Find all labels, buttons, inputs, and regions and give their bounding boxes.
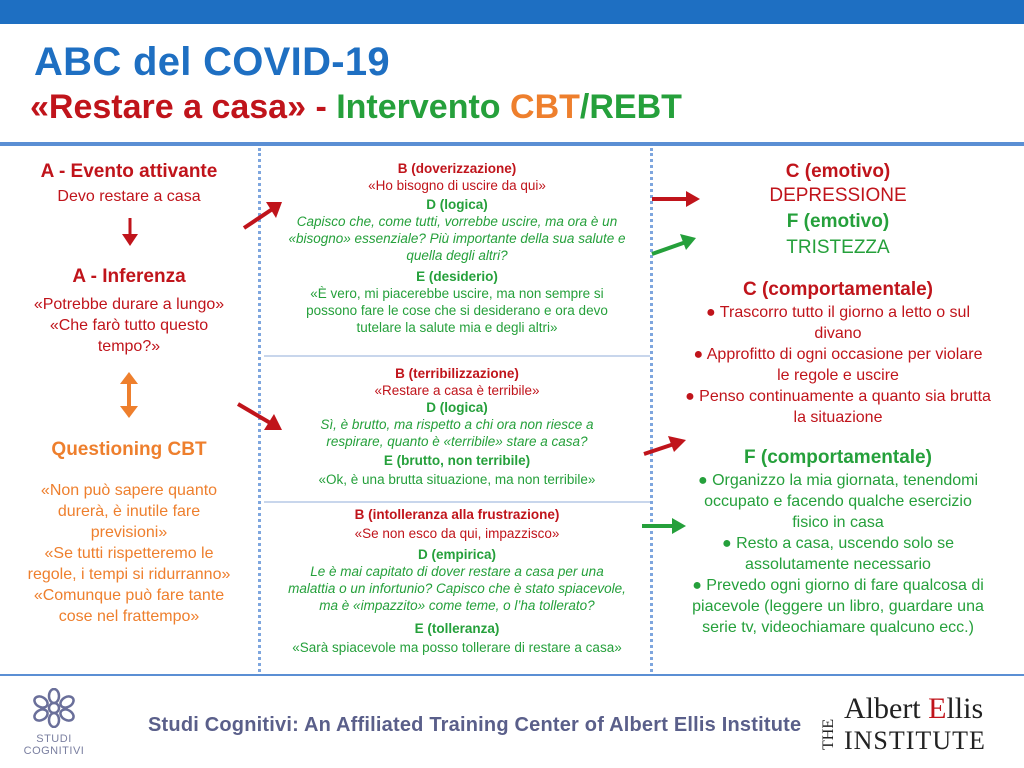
d-empirica-line: ma è «impazzito» come teme, o l’ha tollerato?	[319, 598, 595, 613]
c-comp-line: la situazione	[793, 409, 883, 426]
footer-text: Studi Cognitivi: An Affiliated Training Center of Albert Ellis Institute	[148, 714, 802, 736]
down-arrow-icon	[120, 218, 140, 248]
logo-left-line2: COGNITIVI	[23, 745, 85, 757]
questioning-line: durerà, è inutile fare	[57, 503, 201, 520]
questioning-line: «Se tutti rispetteremo le	[44, 545, 214, 562]
logo-institute: INSTITUTE	[844, 726, 986, 755]
d-empirica-title: D (empirica)	[417, 547, 497, 562]
inferenza-line: «Che farò tutto questo	[49, 317, 209, 334]
f-comp-line: ● Organizzo la mia giornata, tenendomi	[697, 472, 979, 489]
inferenza-line: tempo?»	[97, 338, 161, 355]
e-desiderio-line: possono fare le cose che si desiderano e ora devo	[306, 303, 608, 318]
c-emotivo-value: DEPRESSIONE	[769, 185, 907, 206]
flower-logo-icon	[32, 688, 76, 728]
f-comportamentale-text	[652, 470, 1024, 638]
f-comp-line: ● Resto a casa, uscendo solo se	[721, 535, 954, 552]
c-comp-line: ● Approfitto di ogni occasione per violare	[693, 346, 983, 363]
f-emotivo-value: TRISTEZZA	[786, 237, 890, 258]
subtitle-part-1: «Restare a casa» -	[30, 88, 337, 126]
inferenza-text	[0, 294, 258, 357]
page-title: ABC del COVID-19	[34, 40, 390, 84]
c-comp-line: ● Penso continuamente a quanto sia brutta	[685, 388, 991, 405]
f-emotivo-title: F (emotivo)	[786, 211, 890, 232]
questioning-title: Questioning CBT	[51, 439, 207, 460]
b-terribilizzazione-title: B (terribilizzazione)	[395, 366, 519, 381]
d-empirica-line: malattia o un infortunio? Capisco che è stato spiacevole,	[288, 581, 626, 596]
section-intolleranza	[262, 506, 652, 656]
header-divider	[0, 142, 1024, 146]
double-arrow-icon	[119, 372, 139, 418]
inferenza-title: A - Inferenza	[72, 266, 186, 287]
questioning-line: cose nel frattempo»	[58, 608, 200, 625]
subtitle-part-4: /REBT	[579, 88, 682, 126]
b-terribilizzazione-quote: «Restare a casa è terribile»	[374, 383, 540, 398]
subtitle-part-2: Intervento	[336, 88, 511, 126]
f-comp-line: assolutamente necessario	[745, 556, 931, 573]
b-intolleranza-quote: «Se non esco da qui, impazzisco»	[354, 526, 560, 541]
f-comp-line: piacevole (leggere un libro, guardare una	[692, 598, 984, 615]
b-doverizzazione-title: B (doverizzazione)	[397, 161, 517, 176]
logo-left-line1: STUDI	[36, 733, 72, 745]
questioning-text	[0, 480, 258, 627]
footer-divider	[0, 674, 1024, 676]
inferenza-line: «Potrebbe durare a lungo»	[33, 296, 225, 313]
d-logica-line: Capisco che, come tutti, vorrebbe uscire, ma ora è un	[296, 214, 618, 229]
section-terribilizzazione	[262, 365, 652, 488]
top-bar	[0, 0, 1024, 24]
e-desiderio-line: tutelare la salute mia e degli altri»	[356, 320, 558, 335]
d-empirica-line: Le è mai capitato di dover restare a casa per una	[310, 564, 604, 579]
logo-name-e: E	[928, 692, 947, 725]
questioning-line: previsioni»	[90, 524, 168, 541]
f-comp-line: serie tv, videochiamare qualcuno ecc.)	[702, 619, 974, 636]
b-doverizzazione-quote: «Ho bisogno di uscire da qui»	[368, 178, 546, 193]
b-intolleranza-title: B (intolleranza alla frustrazione)	[354, 507, 560, 522]
d-logica-2-title: D (logica)	[426, 400, 488, 415]
logo-name-pre: Albert	[844, 692, 929, 725]
c-comp-line: ● Trascorro tutto il giorno a letto o sul	[705, 304, 970, 321]
d-logica-2-line: respirare, quanto è «terribile» stare a casa?	[326, 434, 588, 449]
albert-ellis-logo	[820, 690, 1020, 760]
e-desiderio-title: E (desiderio)	[416, 269, 498, 284]
section-divider-1	[264, 355, 650, 357]
evento-title: A - Evento attivante	[40, 161, 218, 182]
subtitle-part-3: CBT	[510, 88, 580, 126]
d-logica-line: quella degli altri?	[406, 248, 508, 263]
e-brutto-title: E (brutto, non terribile)	[383, 453, 531, 468]
section-doverizzazione	[262, 160, 652, 336]
c-comportamentale-text	[652, 302, 1024, 428]
f-comp-line: ● Prevedo ogni giorno di fare qualcosa di	[692, 577, 984, 594]
page-subtitle	[30, 88, 682, 127]
f-comportamentale-title: F (comportamentale)	[744, 447, 932, 468]
questioning-line: «Non può sapere quanto	[40, 482, 218, 499]
e-tolleranza-line: «Sarà spiacevole ma posso tollerare di restare a casa»	[292, 640, 622, 655]
e-desiderio-line: «È vero, mi piacerebbe uscire, ma non sempre si	[310, 286, 604, 301]
questioning-line: regole, i tempi si ridurranno»	[27, 566, 231, 583]
logo-the: THE	[820, 718, 837, 750]
c-comp-line: divano	[814, 325, 862, 342]
c-comportamentale-title: C (comportamentale)	[742, 279, 934, 300]
d-logica-title: D (logica)	[426, 197, 488, 212]
e-tolleranza-title: E (tolleranza)	[414, 621, 500, 636]
d-logica-line: «bisogno» essenziale? Più importante della sua salute e	[288, 231, 626, 246]
section-divider-2	[264, 501, 650, 503]
evento-text: Devo restare a casa	[57, 188, 201, 205]
c-comp-line: le regole e uscire	[777, 367, 899, 384]
e-brutto-line: «Ok, è una brutta situazione, ma non terribile»	[318, 472, 596, 487]
f-comp-line: fisico in casa	[792, 514, 884, 531]
logo-name	[844, 692, 983, 726]
d-logica-2-line: Sì, è brutto, ma rispetto a chi ora non riesce a	[320, 417, 594, 432]
questioning-line: «Comunque può fare tante	[33, 587, 225, 604]
logo-name-post: llis	[946, 692, 984, 725]
studi-cognitivi-logo	[12, 688, 96, 764]
c-emotivo-title: C (emotivo)	[785, 161, 891, 182]
f-comp-line: occupato e facendo qualche esercizio	[704, 493, 972, 510]
